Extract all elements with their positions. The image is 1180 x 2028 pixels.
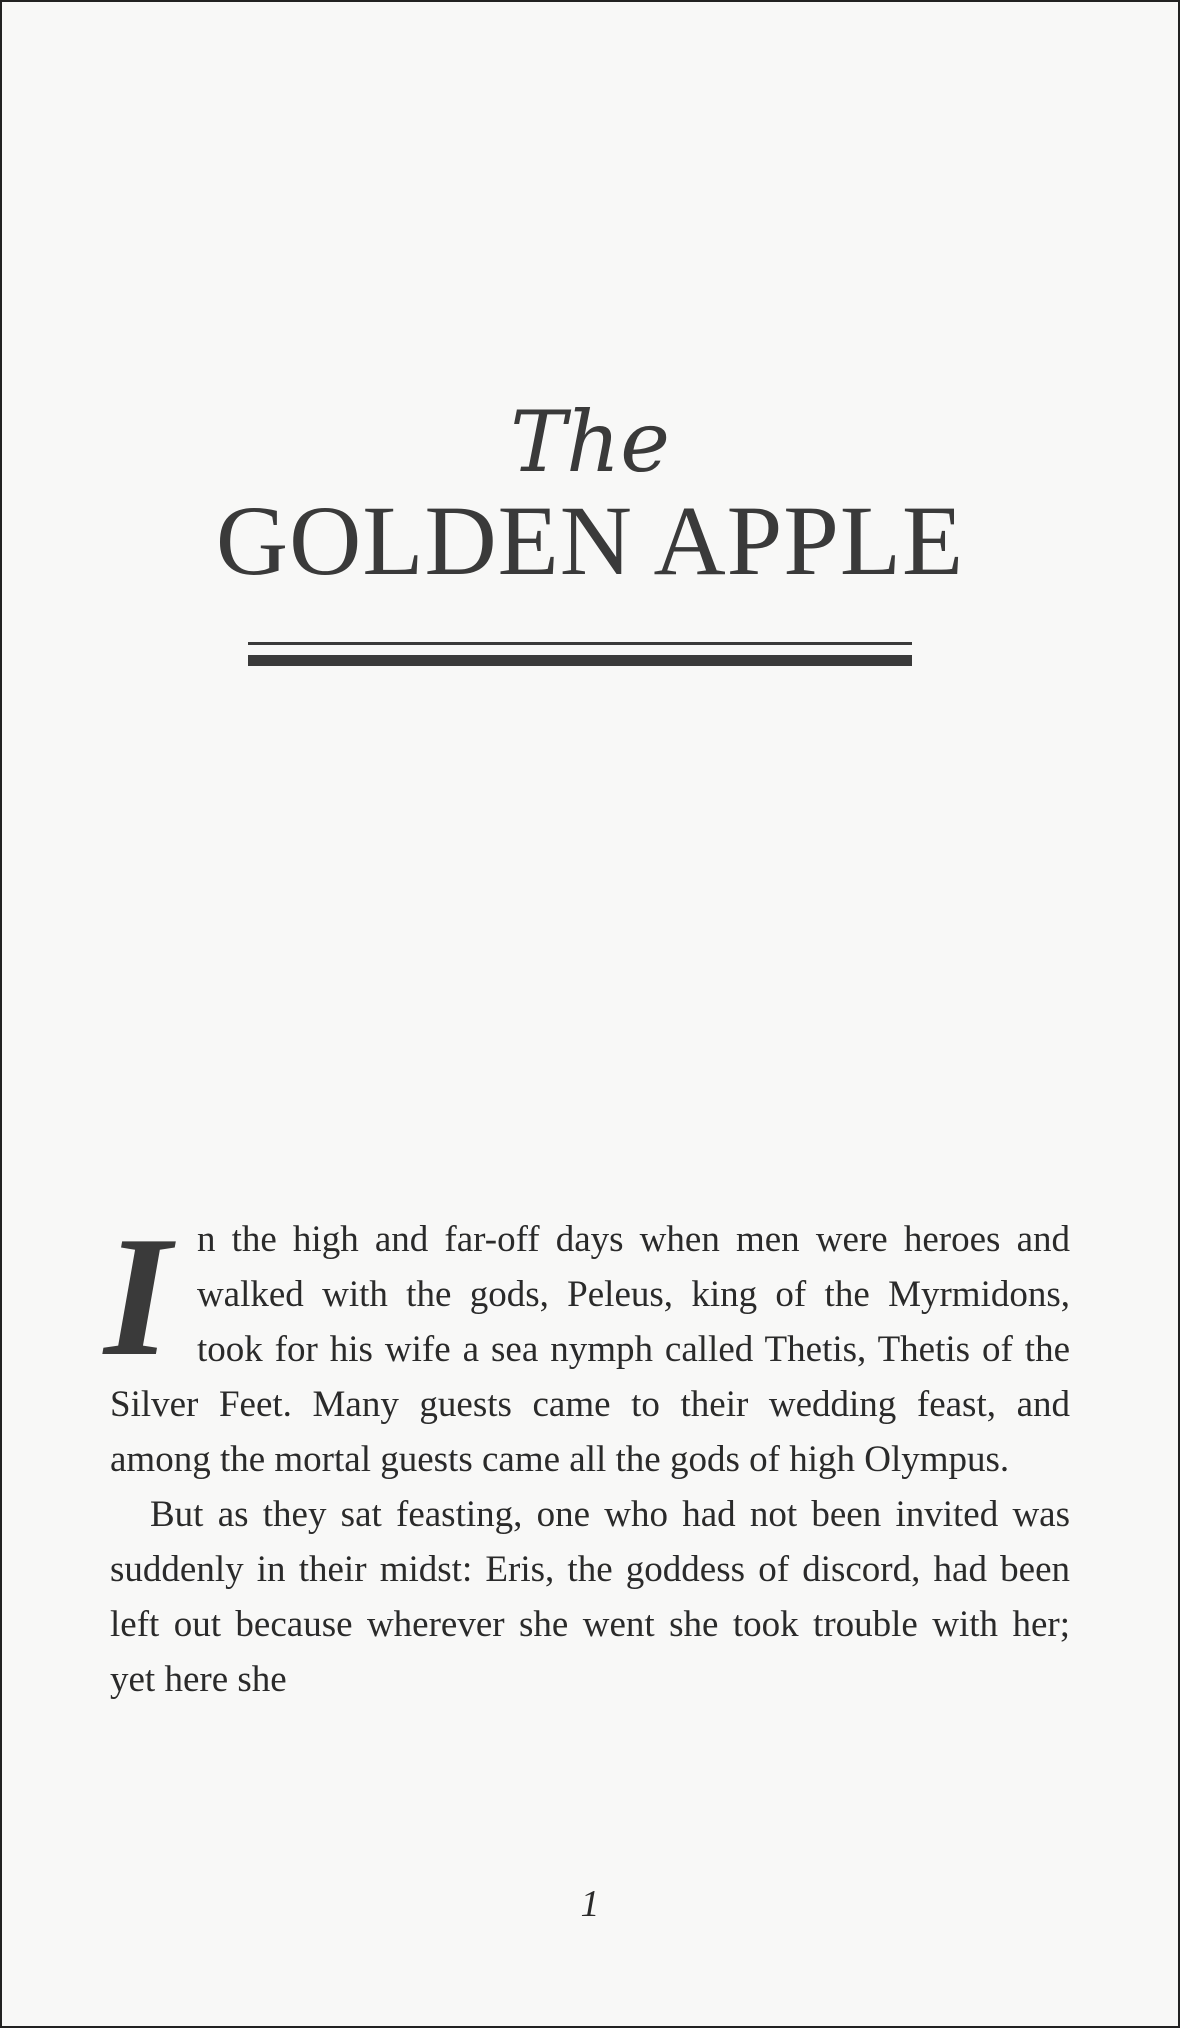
chapter-title — [2, 392, 1178, 596]
paragraph-1-text: n the high and far-off days when men were heroes and walked with the gods, Peleus, king of the Myrmidons, took for his wife a sea nymph called Thetis, Thetis of the Silver Feet. Many guests came to their wedding feast, and among the mortal guests came all the gods of high Olympus. — [110, 1219, 1070, 1480]
title-main: GOLDEN APPLE — [215, 485, 965, 596]
title-rule-thick — [248, 655, 912, 666]
title-prefix: The — [510, 393, 670, 491]
paragraph-1 — [104, 1202, 1070, 1487]
body-text — [104, 1202, 1070, 1707]
title-rule-thin — [248, 642, 912, 645]
paragraph-2: But as they sat feasting, one who had not been invited was suddenly in their midst: Eris, the goddess of discord, had been left out because wherever she went she took trouble with her; yet here she — [110, 1494, 1070, 1700]
drop-cap: I — [104, 1202, 171, 1392]
page-number: 1 — [580, 1883, 600, 1925]
